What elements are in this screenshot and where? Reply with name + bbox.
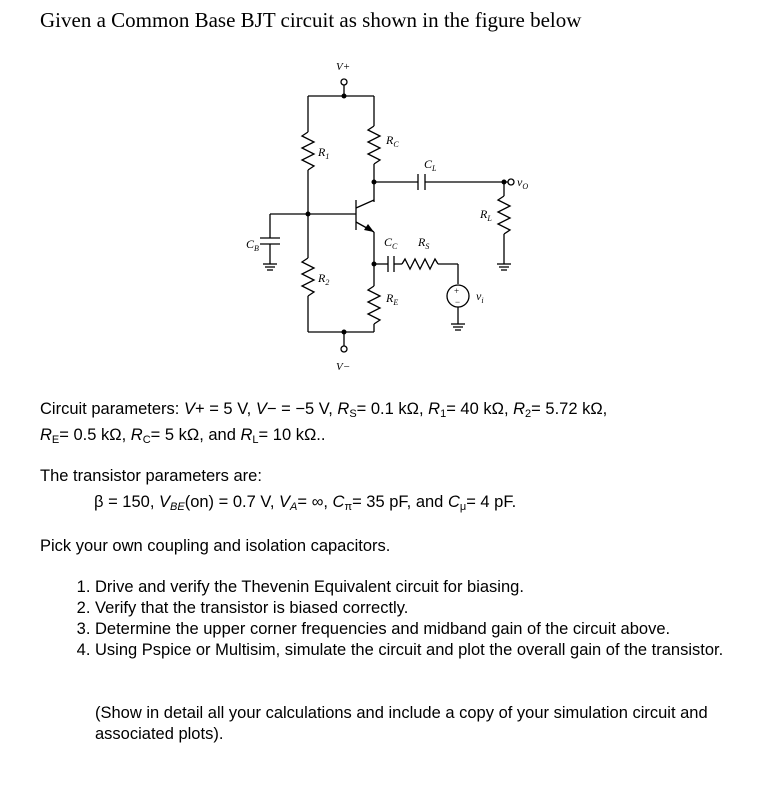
vi-label: $v_i$: [476, 289, 484, 305]
svg-text:+: +: [454, 286, 460, 296]
cb-label: $C_B$: [246, 237, 259, 253]
r1-label: $R_1$: [318, 145, 330, 161]
transistor-parameters: β = 150, $V_{BE}(on) = 0.7$ V, $V_A=$ ∞, $C_\pi= 35$ pF, and $C_\mu= 4$ pF.: [94, 493, 517, 513]
vo-label: $v_O$: [517, 175, 529, 191]
rs-label: $R_S$: [418, 235, 430, 251]
cc-label: $C_C$: [384, 235, 398, 251]
rc-label: $R_C$: [386, 133, 399, 149]
vminus-label: V−: [336, 361, 351, 372]
circuit-parameters: Circuit parameters: V+ = 5 V, V− = −5 V, $R_S= 0.1$ kΩ, $R_1= 40$ kΩ, $R_2= 5.72$ kΩ, $R_E= 0.5$ kΩ, $R_C= 5$ kΩ, and $R_L= 10$ kΩ..: [40, 400, 608, 446]
transistor-intro: The transistor parameters are:: [40, 467, 262, 485]
task-item: 3. Determine the upper corner frequencies and midband gain of the circuit above.: [95, 619, 781, 640]
vplus-label: V+: [336, 61, 351, 73]
circuit-diagram: [240, 52, 560, 372]
task-item: 2. Verify that the transistor is biased correctly.: [95, 598, 781, 619]
rl-label: $R_L$: [480, 207, 492, 223]
r2-label: $R_2$: [318, 271, 330, 287]
submission-note: (Show in detail all your calculations and include a copy of your simulation circuit and associated plots).: [95, 704, 708, 743]
problem-title: Given a Common Base BJT circuit as shown in the figure below: [40, 8, 582, 32]
svg-text:−: −: [455, 297, 461, 307]
re-label: $R_E$: [386, 291, 399, 307]
task-list: [40, 577, 781, 661]
task-item: 4. Using Pspice or Multisim, simulate the circuit and plot the overall gain of the transistor.: [95, 640, 781, 661]
cl-label: $C_L$: [424, 157, 437, 173]
capacitor-instruction: Pick your own coupling and isolation capacitors.: [40, 537, 391, 555]
task-item: 1. Drive and verify the Thevenin Equivalent circuit for biasing.: [95, 577, 781, 598]
